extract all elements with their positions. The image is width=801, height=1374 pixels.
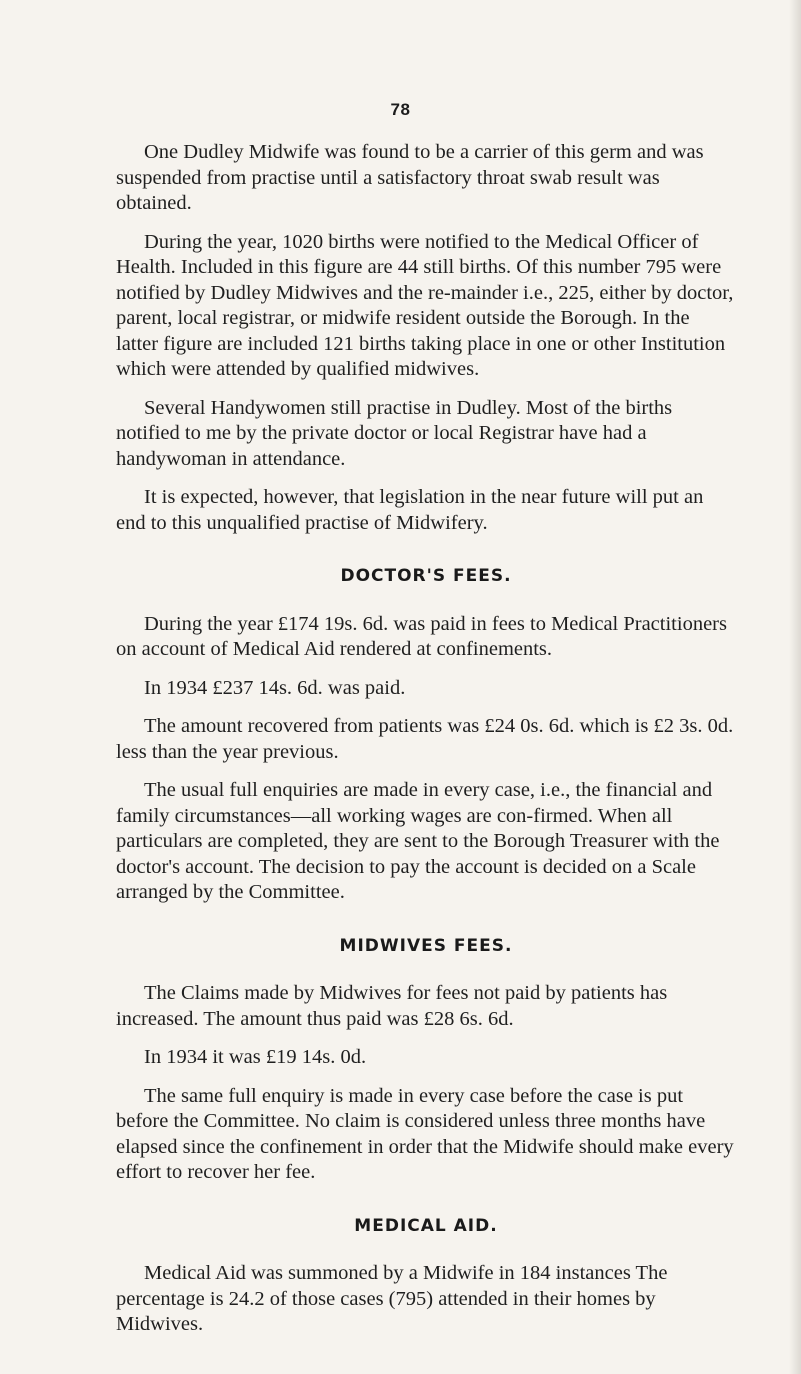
paragraph-doctors-fees-recovered: The amount recovered from patients was £24 0s. 6d. which is £2 3s. 0d. less than the year previous. [116, 715, 734, 763]
heading-midwives-fees: MIDWIVES FEES. [339, 935, 513, 956]
heading-medical-aid: MEDICAL AID. [354, 1215, 498, 1236]
paragraph-doctors-fees-paid: During the year £174 19s. 6d. was paid in fees to Medical Practitioners on account of Medical Aid rendered at confinements. [116, 612, 727, 660]
heading-doctors-fees: DOCTOR'S FEES. [340, 566, 512, 586]
page-number: 78 [390, 100, 411, 119]
page-body [116, 140, 736, 1351]
paragraph-handywomen: Several Handywomen still practise in Dudley. Most of the births notified to me by the private doctor or local Registrar have had a handywoman in attendance. [116, 396, 673, 470]
paragraph-doctors-fees-enquiries: The usual full enquiries are made in every case, i.e., the financial and family circumstances—all working wages are con-firmed. When all particulars are completed, they are sent to the Borough Treasurer with the doctor's account. The decision to pay the account is decided on a Scale arranged by the Committee. [116, 779, 720, 903]
paragraph-medical-aid: Medical Aid was summoned by a Midwife in 184 instances The percentage is 24.2 of those cases (795) attended in their homes by Midwives. [116, 1262, 668, 1335]
paragraph-midwives-enquiry: The same full enquiry is made in every case before the case is put before the Committee. No claim is considered unless three months have elapsed since the confinement in order that the Midwife should make every effort to recover her fee. [116, 1084, 734, 1183]
paragraph-midwives-1934: In 1934 it was £19 14s. 0d. [144, 1046, 367, 1068]
paragraph-doctors-fees-1934: In 1934 £237 14s. 6d. was paid. [144, 676, 406, 699]
paragraph-legislation: It is expected, however, that legislation in the near future will put an end to this unqualified practise of Midwifery. [116, 486, 704, 534]
page-edge-shadow [789, 0, 801, 1374]
paragraph-germ-carrier: One Dudley Midwife was found to be a carrier of this germ and was suspended from practise until a satisfactory throat swab result was obtained. [116, 141, 704, 214]
paragraph-midwives-claims: The Claims made by Midwives for fees not paid by patients has increased. The amount thus paid was £28 6s. 6d. [116, 982, 668, 1030]
paragraph-births-notified: During the year, 1020 births were notified to the Medical Officer of Health. Included in this figure are 44 still births. Of this number 795 were notified by Dudley Midwives and the re-mainder i.e., 225, either by doctor, parent, local registrar, or midwife resident outside the Borough. In the latter figure are included 121 births taking place in one or other Institution which were attended by qualified midwives. [116, 230, 734, 380]
